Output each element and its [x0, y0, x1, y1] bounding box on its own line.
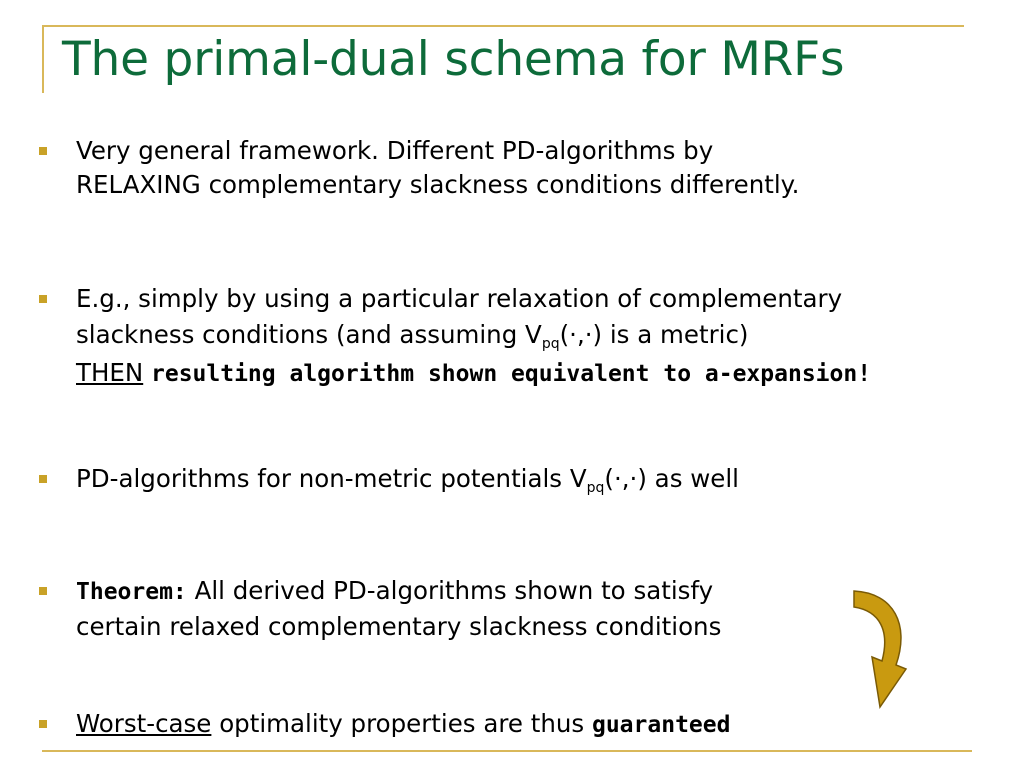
slide-title: The primal-dual schema for MRFs: [62, 32, 845, 87]
subscript-pq: pq: [586, 480, 605, 496]
square-bullet-icon: [39, 295, 47, 303]
square-bullet-icon: [39, 587, 47, 595]
worst-case-underlined: Worst-case: [76, 709, 212, 738]
bullet-2-line-2: [76, 318, 748, 352]
frame-top-rule: [42, 25, 964, 27]
frame-bottom-rule: [42, 750, 972, 752]
bullet-4-line-2: certain relaxed complementary slackness conditions: [76, 612, 722, 641]
square-bullet-icon: [39, 720, 47, 728]
bullet-5-line-1: [76, 707, 730, 742]
then-underlined: THEN: [76, 358, 144, 387]
curved-arrow-icon: [850, 585, 910, 715]
square-bullet-icon: [39, 475, 47, 483]
subscript-pq: pq: [541, 336, 560, 352]
bullet-2-line-2-rest: (·,·) is a metric): [559, 320, 749, 349]
bullet-4-line-1-rest: All derived PD-algorithms shown to satisfy: [194, 576, 714, 605]
theorem-label: Theorem:: [76, 579, 187, 605]
frame-left-rule: [42, 25, 44, 93]
bullet-1-line-2: RELAXING complementary slackness conditions differently.: [76, 170, 800, 199]
bullet-2-line-2-text: slackness conditions (and assuming V: [76, 320, 542, 349]
bullet-1-line-1: Very general framework. Different PD-algorithms by: [76, 136, 714, 165]
bullet-5-text: optimality properties are thus: [219, 709, 585, 738]
bullet-2-bold-statement: resulting algorithm shown equivalent to a-expansion!: [151, 361, 872, 387]
square-bullet-icon: [39, 147, 47, 155]
bullet-2-line-3: [76, 356, 871, 391]
guaranteed-bold: guaranteed: [591, 712, 731, 738]
bullet-3-line-1: [76, 462, 739, 496]
bullet-4-line-1: [76, 574, 713, 609]
bullet-3-text: PD-algorithms for non-metric potentials V: [76, 464, 587, 493]
bullet-3-rest: (·,·) as well: [604, 464, 739, 493]
bullet-2-line-1: E.g., simply by using a particular relaxation of complementary: [76, 284, 843, 313]
